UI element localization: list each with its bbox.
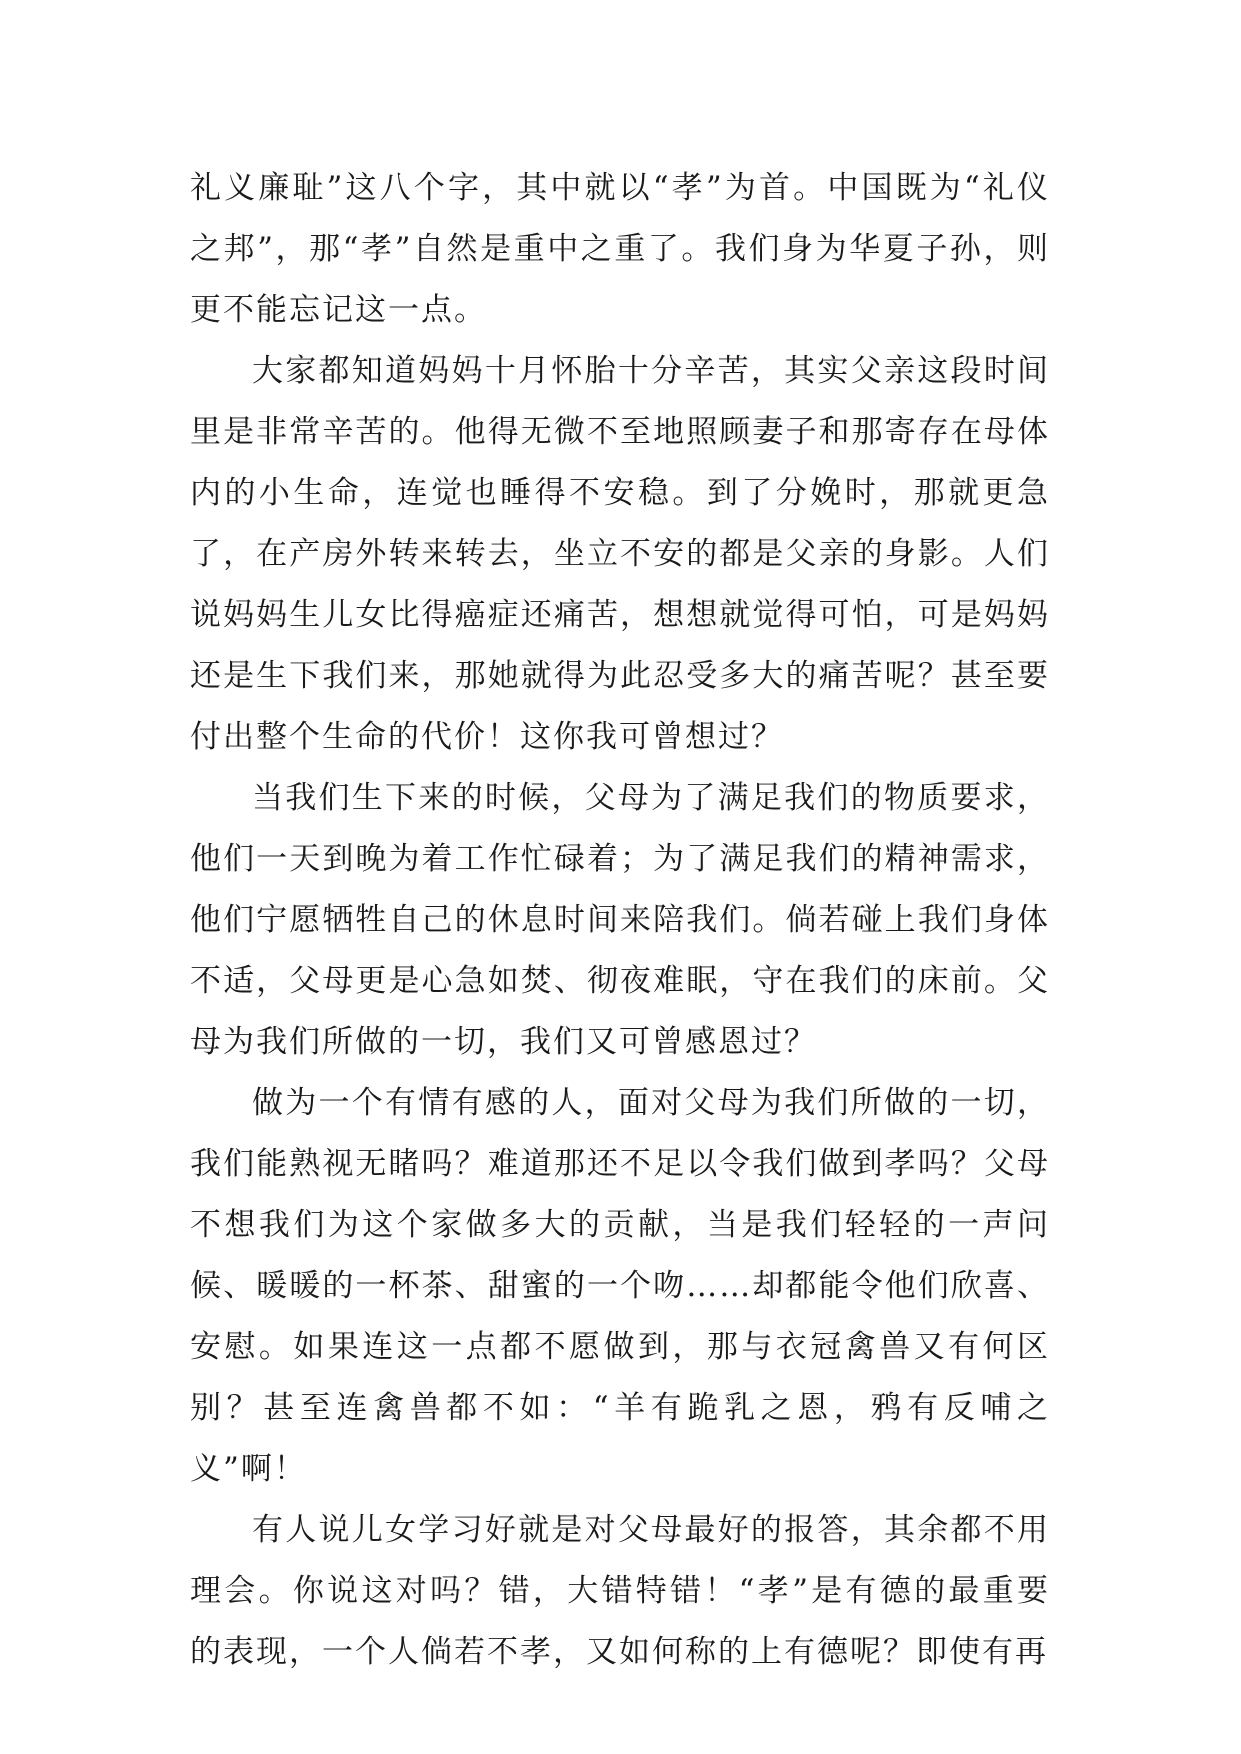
paragraph-4: 做为一个有情有感的人，面对父母为我们所做的一切，我们能熟视无睹吗？难道那还不足以令我们做到孝吗？父母不想我们为这个家做多大的贡献，当是我们轻轻的一声问候、暖暖的一杯茶、甜蜜的一个吻……却都能令他们欣喜、安慰。如果连这一点都不愿做到，那与衣冠禽兽又有何区别？甚至连禽兽都不如：“羊有跪乳之恩，鸦有反哺之义”啊！ <box>190 1085 1050 1487</box>
paragraph-2: 大家都知道妈妈十月怀胎十分辛苦，其实父亲这段时间里是非常辛苦的。他得无微不至地照顾妻子和那寄存在母体内的小生命，连觉也睡得不安稳。到了分娩时，那就更急了，在产房外转来转去，坐立不安的都是父亲的身影。人们说妈妈生儿女比得癌症还痛苦，想想就觉得可怕，可是妈妈还是生下我们来，那她就得为此忍受多大的痛苦呢？甚至要付出整个生命的代价！这你我可曾想过？ <box>190 353 1050 755</box>
paragraph-1: 礼义廉耻”这八个字，其中就以“孝”为首。中国既为“礼仪之邦”，那“孝”自然是重中之重了。我们身为华夏子孙，则更不能忘记这一点。 <box>190 170 1050 328</box>
paragraph-3: 当我们生下来的时候，父母为了满足我们的物质要求，他们一天到晚为着工作忙碌着；为了满足我们的精神需求，他们宁愿牺牲自己的休息时间来陪我们。倘若碰上我们身体不适，父母更是心急如焚、彻夜难眠，守在我们的床前。父母为我们所做的一切，我们又可曾感恩过？ <box>190 780 1050 1060</box>
paragraph-5: 有人说儿女学习好就是对父母最好的报答，其余都不用理会。你说这对吗？错，大错特错！“孝”是有德的最重要的表现，一个人倘若不孝，又如何称的上有德呢？即使有再 <box>190 1512 1050 1670</box>
essay-body <box>190 158 1050 1683</box>
